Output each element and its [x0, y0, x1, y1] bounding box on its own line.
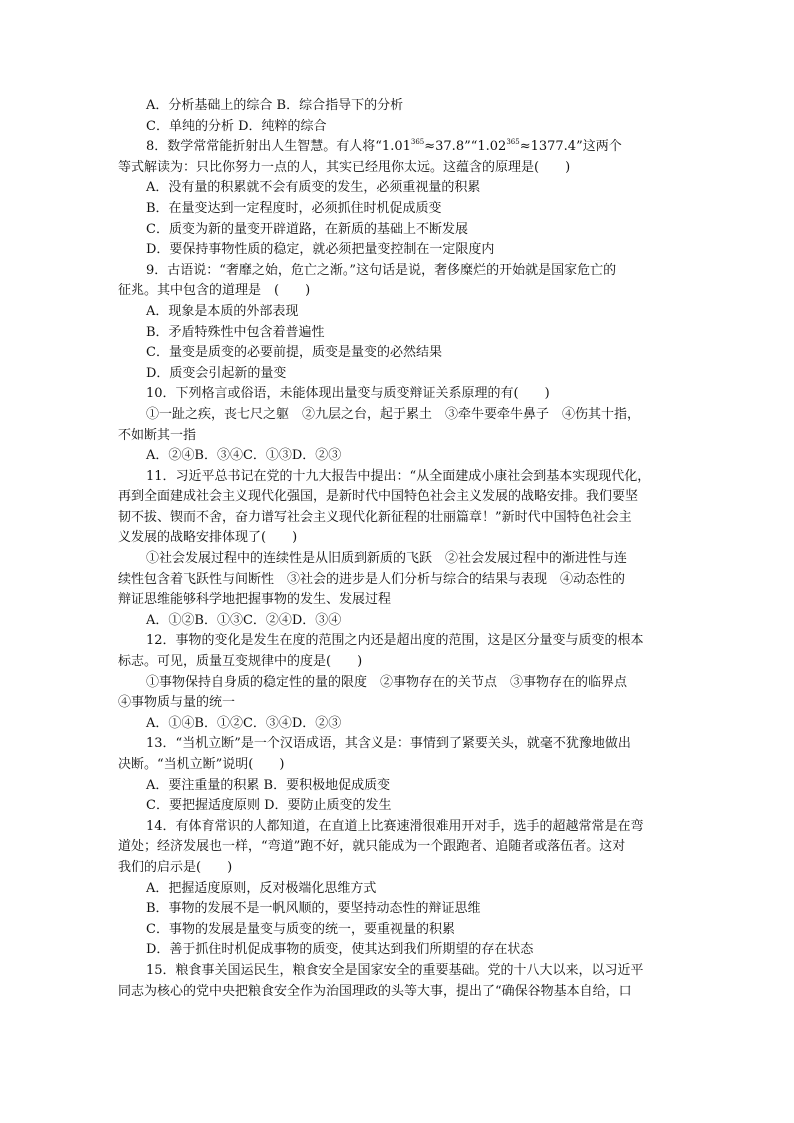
text-line: B．事物的发展不是一帆风顺的，要坚持动态性的辩证思维 [146, 901, 481, 917]
text-line: A．没有量的积累就不会有质变的发生，必须重视量的积累 [146, 180, 481, 196]
text-line: 14．有体育常识的人都知道，在直道上比赛速滑很难用开对手，选手的超越常常是在弯 [146, 818, 644, 834]
text-line: 义发展的战略安排体现了( ) [118, 530, 298, 546]
text-line: C．量变是质变的必要前提，质变是量变的必然结果 [146, 345, 442, 361]
text-line: 续性包含着飞跃性与间断性 ③社会的进步是人们分析与综合的结果与表现 ④动态性的 [118, 571, 626, 587]
text-line: A．要注重量的积累 B．要积极地促成质变 [146, 777, 391, 793]
text-line: 11．习近平总书记在党的十九大报告中提出：“从全面建成小康社会到基本实现现代化， [146, 468, 651, 484]
text-line: C．要把握适度原则 D．要防止质变的发生 [146, 798, 392, 814]
text-line: A．现象是本质的外部表现 [146, 303, 299, 319]
text-line: A．把握适度原则，反对极端化思维方式 [146, 880, 377, 896]
text-line: A．分析基础上的综合 B．综合指导下的分析 [146, 98, 404, 113]
text-line: ①一趾之疾，丧七尺之躯 ②九层之台，起于累土 ③牵牛要牵牛鼻子 ④伤其十指， [146, 406, 641, 422]
text-line: A．①②B．①③C．②④D．③④ [146, 612, 342, 628]
text-line: 征兆。其中包含的道理是 ( ) [118, 283, 311, 299]
text-line: A．①④B．①②C．③④D．②③ [146, 715, 342, 731]
text-line: C．质变为新的量变开辟道路，在新质的基础上不断发展 [146, 221, 468, 237]
text-line: 同志为核心的党中央把粮食安全作为治国理政的头等大事，提出了“确保谷物基本自给，口 [118, 983, 632, 999]
text-line: D．善于抓住时机促成事物的质变，使其达到我们所期望的存在状态 [146, 942, 534, 958]
text-line: 12．事物的变化是发生在度的范围之内还是超出度的范围，这是区分量变与质变的根本 [146, 633, 644, 649]
text-line: 标志。可见，质量互变规律中的度是( ) [118, 654, 363, 670]
text-line: C．事物的发展是量变与质变的统一，要重视量的积累 [146, 921, 455, 937]
text-line: 韧不拔、锲而不舍，奋力谱写社会主义现代化新征程的壮丽篇章！”新时代中国特色社会主 [118, 509, 632, 525]
text-line: B．在量变达到一定程度时，必须抓住时机促成质变 [146, 200, 442, 216]
text-line: 决断。“当机立断”说明( ) [118, 757, 285, 772]
text-line: ①社会发展过程中的连续性是从旧质到新质的飞跃 ②社会发展过程中的渐进性与连 [146, 551, 628, 567]
text-line: 不如断其一指 [118, 427, 197, 443]
text-line: 等式解读为：只比你努力一点的人，其实已经甩你太远。这蕴含的原理是( ) [118, 159, 571, 175]
text-line: 10．下列格言或俗语，未能体现出量变与质变辩证关系原理的有( ) [146, 386, 550, 402]
text-line: B．矛盾特殊性中包含着普遍性 [146, 324, 325, 340]
text-line: 道处；经济发展也一样，“弯道”跑不好，就只能成为一个跟跑者、追随者或落伍者。这对 [118, 839, 626, 855]
text-line: D．质变会引起新的量变 [146, 365, 287, 381]
text-line: 13．“当机立断”是一个汉语成语，其含义是：事情到了紧要关头，就毫不犹豫地做出 [146, 736, 631, 752]
text-line: 15．粮食事关国运民生，粮食安全是国家安全的重要基础。党的十八大以来，以习近平 [146, 962, 644, 978]
text-line: ①事物保持自身质的稳定性的量的限度 ②事物存在的关节点 ③事物存在的临界点 [146, 674, 628, 690]
text-line: 我们的启示是( ) [118, 859, 233, 875]
text-line: 再到全面建成社会主义现代化强国，是新时代中国特色社会主义发展的战略安排。我们要坚 [118, 489, 639, 505]
question-text [118, 96, 678, 1002]
text-line: ④事物质与量的统一 [118, 695, 236, 711]
text-line: C．单纯的分析 D．纯粹的综合 [146, 118, 327, 134]
text-line: 辩证思维能够科学地把握事物的发生、发展过程 [118, 592, 392, 608]
text-line: 8．数学常常能折射出人生智慧。有人将“$1.01^{365}\approx 37.8”“1.02^{365}\approx 1377.4$”这两个 [146, 138, 622, 155]
text-line: D．要保持事物性质的稳定，就必须把量变控制在一定限度内 [146, 242, 495, 258]
text-line: A．②④B．③④C．①③D．②③ [146, 448, 342, 464]
text-line: 9．古语说：“奢靡之始，危亡之渐。”这句话是说，奢侈糜烂的开始就是国家危亡的 [146, 262, 617, 278]
